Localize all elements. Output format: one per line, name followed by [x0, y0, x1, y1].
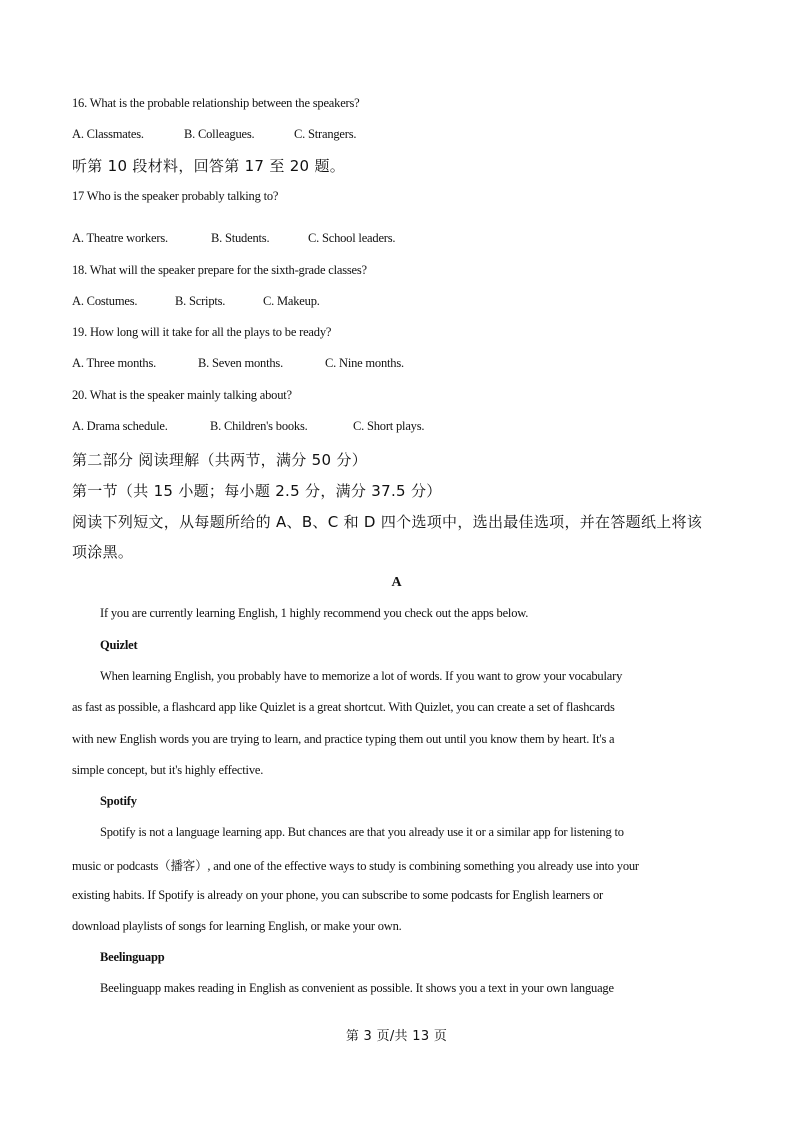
- quizlet-line-1: When learning English, you probably have to memorize a lot of words. If you want to grow your vocabulary: [100, 669, 623, 683]
- quizlet-line-4: simple concept, but it's highly effective.: [72, 763, 264, 777]
- q18-options: [72, 294, 320, 309]
- q20-option-a: A. Drama schedule.: [72, 419, 168, 433]
- q19-option-b: B. Seven months.: [198, 356, 283, 370]
- q18-question: 18. What will the speaker prepare for the sixth-grade classes?: [72, 263, 367, 277]
- q19-question: 19. How long will it take for all the plays to be ready?: [72, 325, 332, 339]
- q18-option-a: A. Costumes.: [72, 294, 138, 308]
- spotify-line-4: download playlists of songs for learning English, or make your own.: [72, 919, 402, 933]
- app-name-beelinguapp: Beelinguapp: [100, 950, 165, 964]
- q19-options: [72, 356, 404, 371]
- q20-option-c: C. Short plays.: [353, 419, 425, 433]
- passage-label: A: [391, 575, 402, 590]
- q16-option-c: C. Strangers.: [294, 127, 357, 141]
- q20-question: 20. What is the speaker mainly talking about?: [72, 388, 292, 402]
- quizlet-line-3: with new English words you are trying to learn, and practice typing them out until you know them by heart. It's a: [72, 732, 615, 746]
- q17-option-a: A. Theatre workers.: [72, 231, 168, 245]
- q18-option-b: B. Scripts.: [175, 294, 226, 308]
- section10-instruction: 听第 10 段材料，回答第 17 至 20 题。: [72, 157, 346, 175]
- spotify-line-1: Spotify is not a language learning app. But chances are that you already use it or a similar app for listening to: [100, 825, 624, 839]
- spotify-line-3: existing habits. If Spotify is already on your phone, you can subscribe to some podcasts for English learners or: [72, 888, 603, 902]
- passage-intro: If you are currently learning English, 1 highly recommend you check out the apps below.: [100, 606, 529, 620]
- q16-option-b: B. Colleagues.: [184, 127, 255, 141]
- q18-option-c: C. Makeup.: [263, 294, 320, 308]
- quizlet-line-2: as fast as possible, a flashcard app like Quizlet is a great shortcut. With Quizlet, you can create a set of flashcards: [72, 700, 615, 714]
- q16-options: [72, 127, 356, 142]
- q19-option-a: A. Three months.: [72, 356, 157, 370]
- q20-options: [72, 419, 424, 434]
- q17-options: [72, 231, 395, 246]
- q16-question: 16. What is the probable relationship between the speakers?: [72, 96, 360, 110]
- section1-heading: 第一节（共 15 小题；每小题 2.5 分，满分 37.5 分）: [72, 482, 442, 500]
- q20-option-b: B. Children's books.: [210, 419, 308, 433]
- q16-option-a: A. Classmates.: [72, 127, 144, 141]
- reading-instruction-line2: 项涂黑。: [72, 543, 134, 561]
- reading-instruction-line1: 阅读下列短文，从每题所给的 A、B、C 和 D 四个选项中，选出最佳选项，并在答题纸上将该: [72, 513, 703, 531]
- spotify-line-2: music or podcasts（播客）, and one of the effective ways to study is combining something you already use into your: [72, 859, 639, 873]
- app-name-spotify: Spotify: [100, 794, 137, 808]
- part2-heading: 第二部分 阅读理解（共两节，满分 50 分）: [72, 451, 367, 469]
- beelinguapp-line-1: Beelinguapp makes reading in English as convenient as possible. It shows you a text in your own language: [100, 981, 614, 995]
- q19-option-c: C. Nine months.: [325, 356, 404, 370]
- app-name-quizlet: Quizlet: [100, 638, 138, 652]
- q17-option-c: C. School leaders.: [308, 231, 396, 245]
- q17-question: 17 Who is the speaker probably talking to?: [72, 189, 279, 203]
- q17-option-b: B. Students.: [211, 231, 270, 245]
- page-footer: 第 3 页/共 13 页: [345, 1029, 448, 1044]
